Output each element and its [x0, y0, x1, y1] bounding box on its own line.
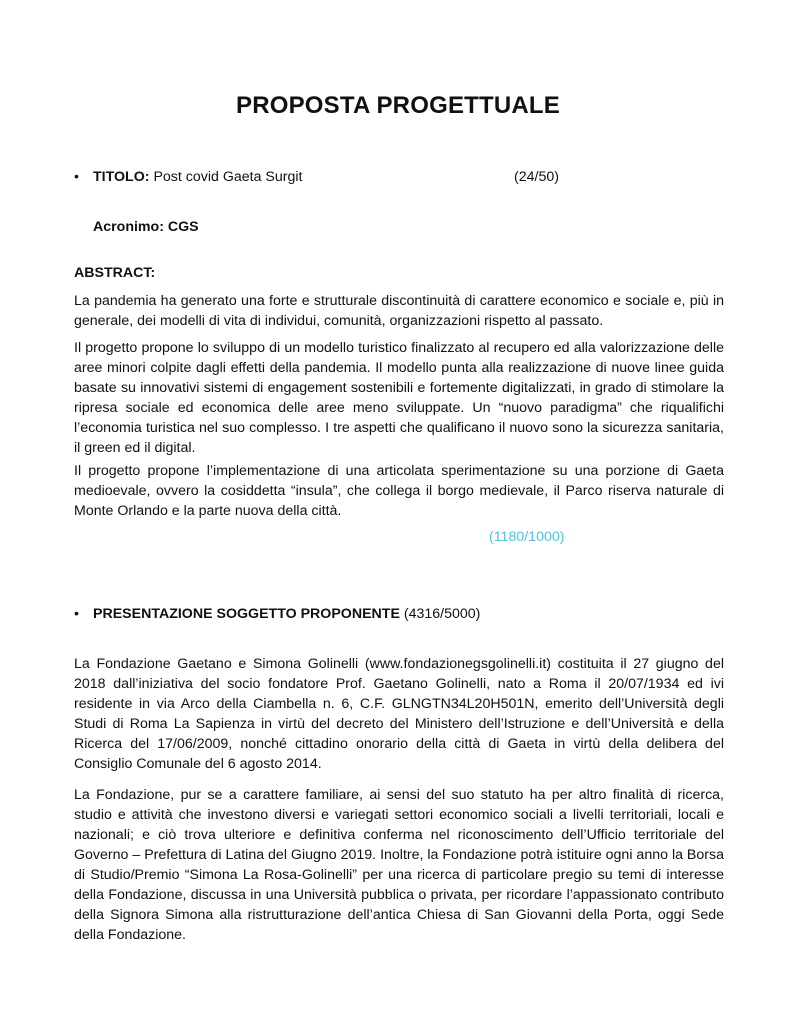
acronimo-label: Acronimo: [93, 219, 164, 235]
abstract-paragraph-2: Il progetto propone lo sviluppo di un modello turistico finalizzato al recupero ed alla valorizzazione delle aree minori colpite dagli effetti della pandemia. Il modello punta alla realizzazione di nuove linee guida basate su innovativi sistemi di engagement sostenibili e fortemente digitalizzati, in grado di stimolare la ripresa sociale ed economica delle aree meno sviluppate. Un “nuovo paradigma” che riqualifichi l’economia turistica nel suo complesso. I tre aspetti che qualificano il nuovo sono la sicurezza sanitaria, il green ed il digital. [74, 340, 724, 456]
acronimo-value: CGS [167, 219, 199, 235]
abstract-count: (1180/1000) [489, 529, 565, 545]
presentazione-paragraph-2: La Fondazione, pur se a carattere familiare, ai sensi del suo statuto ha per altro finalità di ricerca, studio e attività che investono diversi e variegati settori economico sociali a livelli territoriali, locali e nazionali; e ciò trova ulteriore e definitiva conferma nel riconoscimento dell’Ufficio territoriale del Governo – Prefettura di Latina del Giugno 2019. Inoltre, la Fondazione potrà istituire ogni anno la Borsa di Studio/Premio “Simona La Rosa-Golinelli” per una ricerca di particolare pregio su temi di interesse della Fondazione, discussa in una Università pubblica o privata, per ricordare l’appassionato contributo della Signora Simona alla ristrutturazione dell’antica Chiesa di San Giovanni della Porta, oggi Sede della Fondazione. [74, 787, 724, 943]
abstract-paragraph-1: La pandemia ha generato una forte e strutturale discontinuità di carattere economico e sociale e, più in generale, dei modelli di vita di individui, comunità, organizzazioni rispetto al passato. [74, 293, 724, 329]
titolo-value: Post covid Gaeta Surgit [153, 169, 303, 185]
presentazione-label: PRESENTAZIONE SOGGETTO PROPONENTE [93, 606, 400, 622]
titolo-label: TITOLO: [93, 169, 150, 185]
presentazione-paragraph-1: La Fondazione Gaetano e Simona Golinelli (www.fondazionegsgolinelli.it) costituita il 27 giugno del 2018 dall’iniziativa del socio fondatore Prof. Gaetano Golinelli, nato a Roma il 20/07/1934 ed ivi residente in via Arco della Ciambella n. 6, C.F. GLNGTN34L20H501N, emerito dell’Università degli Studi di Roma La Sapienza in virtù del decreto del Ministero dell’Istruzione e dell’Università e della Ricerca del 17/06/2009, nonché cittadino onorario della città di Gaeta in virtù della delibera del Consiglio Comunale del 6 agosto 2014. [74, 656, 724, 772]
presentazione-line [74, 606, 480, 622]
bullet-icon: • [74, 606, 79, 622]
titolo-count: (24/50) [514, 169, 559, 185]
abstract-paragraph-3: Il progetto propone l’implementazione di una articolata sperimentazione su una porzione di Gaeta medioevale, ovvero la cosiddetta “insula”, che collega il borgo medievale, il Parco riserva naturale di Monte Orlando e la parte nuova della città. [74, 463, 724, 519]
abstract-heading: ABSTRACT: [74, 265, 156, 281]
titolo-line [74, 169, 302, 185]
page-title: PROPOSTA PROGETTUALE [235, 92, 560, 119]
bullet-icon: • [74, 169, 79, 185]
acronimo-line [93, 219, 199, 235]
presentazione-count: (4316/5000) [403, 606, 481, 622]
